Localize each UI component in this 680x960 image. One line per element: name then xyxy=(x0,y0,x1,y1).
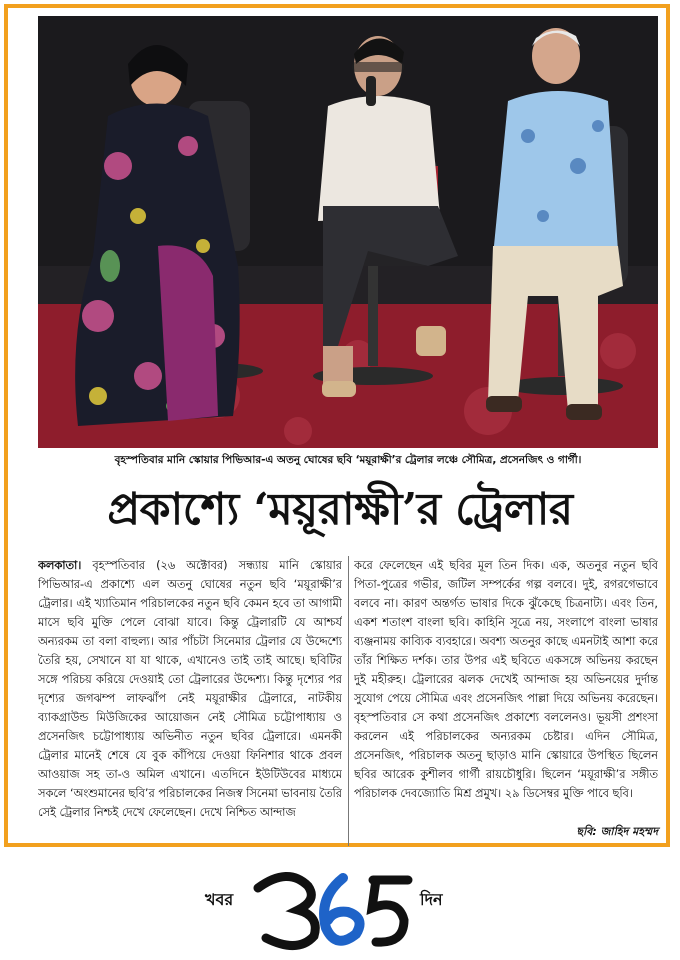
article-column-left xyxy=(38,556,342,846)
article-column-right xyxy=(354,556,658,846)
news-clipping xyxy=(4,4,670,847)
dateline: কলকাতা। xyxy=(38,559,82,572)
press-photo xyxy=(38,16,658,448)
photo-caption: বৃহস্পতিবার মানি স্কোয়ার পিভিআর-এ অতনু ঘোষের ছবি ‘ময়ূরাক্ষী’র ট্রেলার লঞ্চে সৌমিত্র, প্রসেনজিৎ ও গার্গী। xyxy=(114,454,582,466)
column-divider xyxy=(348,556,349,846)
article-body xyxy=(38,556,658,846)
logo-word-left: খবর xyxy=(205,890,234,909)
column-right-text: করে ফেলেছেন এই ছবির মূল তিন দিক। এক, অতনুর নতুন ছবি পিতা-পুত্রের গভীর, জটিল সম্পর্কের গল্প বলবে। দুই, রগরগেভাবে বলবে না। কারণ অন্তর্গত ভাষার দিকে ঝুঁকেছে চিত্রনাট্য। এবং তিন, একশ শতাংশ বাংলা ছবি। কাহিনি সূত্রে নয়, সংলাপে বাংলা ভাষার ব্যঞ্জনাময় কাব্যিক ব্যবহারে। অবশ্য অতনুর কাছে এমনটাই আশা করে তাঁর শিক্ষিত দর্শক। তার উপর এই ছবিতে একসঙ্গে অভিনয় করছেন দুই মহীরুহ। ট্রেলারের ঝলক দেখেই আন্দাজ হয় অভিনয়ের দুর্দান্ত সুযোগ পেয়ে সৌমিত্র এবং প্রসেনজিৎ পাল্লা দিয়ে অভিনয় করেছেন। বৃহস্পতিবার সে কথা প্রসেনজিৎ প্রকাশ্যে বললেনও। ভূয়সী প্রশংসা করলেন এই পরিচালকের অন্যরকম চেষ্টার। এদিন সৌমিত্র, প্রসেনজিৎ, পরিচালক অতনু ছাড়াও মানি স্কোয়ারে উপস্থিত ছিলেন ছবির আরেক কুশীলব গার্গী রায়চৌধুরি। ছিলেন ‘ময়ূরাক্ষী’র সঙ্গীত পরিচালক দেবজ্যোতি মিশ্র প্রমুখ। ২৯ ডিসেম্বর মুক্তি পাবে ছবি। xyxy=(354,559,658,800)
logo-word-right: দিন xyxy=(420,890,443,909)
logo-number-graphic xyxy=(248,858,418,954)
headline: প্রকাশ্যে ‘ময়ূরাক্ষী’র ট্রেলার xyxy=(107,484,573,535)
logo-number-text: ৩৬৫ xyxy=(333,952,335,953)
column-left-text: বৃহস্পতিবার (২৬ অক্টোবর) সন্ধ্যায় মানি স্কোয়ার পিভিআর-এ প্রকাশ্যে এল অতনু ঘোষের নতুন ছবি ‘ময়ূরাক্ষী’র ট্রেলার। এই খ্যাতিমান পরিচালকের নতুন ছবি কেমন হবে তা আগামী মাসে ছবি মুক্তি পেলে বোঝা যাবে। কিন্তু ট্রেলারটি যে আশ্চর্য অন্যরকম তা বলা বাহুল্য। আর পাঁচটা সিনেমার ট্রেলার যে উদ্দেশ্যে তৈরি হয়, সেখানে যা যা থাকে, এখানেও তাই তাই আছে। ছবিটির সঙ্গে পরিচয় করিয়ে দেওয়াই তো ট্রেলারের উদ্দেশ্য। কিন্তু দৃশ্যের পর দৃশ্যের জগঝম্প লাফঝাঁপ নেই ময়ূরাক্ষীর ট্রেলারে, নাটকীয় ব্যাকগ্রাউন্ড মিউজিকের আয়োজন নেই সৌমিত্র চট্টোপাধ্যায় ও প্রসেনজিৎ চট্টোপাধ্যায় অভিনীত নতুন ছবির ট্রেলারে। এমনকী ট্রেলার মানেই শেষে যে বুক কাঁপিয়ে দেওয়া ফিনিশার থাকে প্রবল আওয়াজ সহ তা-ও অমিল এখানে। এতদিনে ইউটিউবের মাধ্যমে সকলে ‘অংশুমানের ছবি’র পরিচালকের নিজস্ব সিনেমা ভাবনায় তৈরি সেই ট্রেলার নিশ্চই দেখে ফেলেছেন। দেখে নিশ্চিত আন্দাজ xyxy=(38,559,342,819)
publication-logo xyxy=(0,852,680,960)
photo-credit: ছবি: জাহিদ মহম্মদ xyxy=(570,823,658,842)
